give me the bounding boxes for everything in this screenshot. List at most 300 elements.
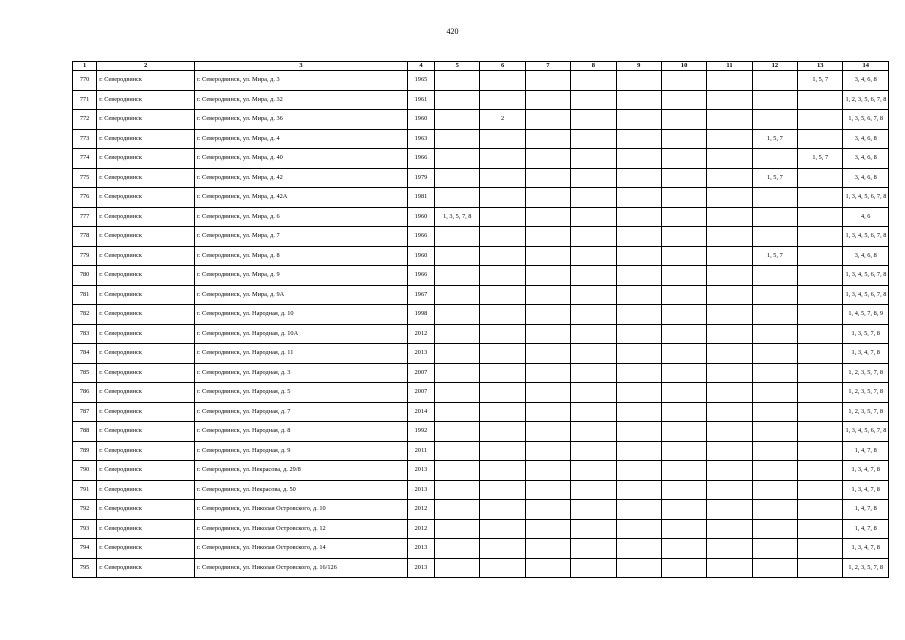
table-row	[73, 285, 889, 305]
table-cell-col-13	[798, 188, 843, 208]
table-cell-col-14: 1, 4, 5, 7, 8, 9	[843, 305, 889, 325]
table-cell-col-3: г. Северодвинск, ул. Мира, д. 42	[195, 168, 408, 188]
page-number: 420	[446, 27, 459, 36]
table-cell-col-12	[752, 539, 797, 559]
table-cell-col-5	[435, 461, 480, 481]
table-cell-col-13	[798, 363, 843, 383]
table-cell-col-10	[661, 422, 706, 442]
table-cell-col-13	[798, 285, 843, 305]
table-cell-col-10	[661, 558, 706, 578]
column-header-11: 11	[707, 62, 752, 71]
table-cell-col-4: 2007	[407, 383, 434, 403]
table-cell-col-2: г. Северодвинск	[97, 71, 195, 91]
table-cell-col-4: 1998	[407, 305, 434, 325]
table-cell-col-5	[435, 519, 480, 539]
table-cell-col-13	[798, 383, 843, 403]
table-cell-col-6	[480, 324, 525, 344]
table-cell-col-9	[616, 168, 661, 188]
table-cell-col-11	[707, 461, 752, 481]
table-cell-col-1: 793	[73, 519, 97, 539]
table-cell-col-2: г. Северодвинск	[97, 324, 195, 344]
table-cell-col-5	[435, 305, 480, 325]
table-cell-col-8	[571, 227, 616, 247]
table-cell-col-13	[798, 90, 843, 110]
table-cell-col-12	[752, 461, 797, 481]
column-header-6: 6	[480, 62, 525, 71]
table-cell-col-3: г. Северодвинск, ул. Мира, д. 32	[195, 90, 408, 110]
table-cell-col-7	[525, 539, 570, 559]
table-cell-col-6	[480, 90, 525, 110]
table-cell-col-9	[616, 363, 661, 383]
table-cell-col-9	[616, 110, 661, 130]
table-cell-col-4: 1967	[407, 285, 434, 305]
table-cell-col-8	[571, 246, 616, 266]
table-cell-col-1: 781	[73, 285, 97, 305]
table-cell-col-11	[707, 480, 752, 500]
table-cell-col-4: 2013	[407, 480, 434, 500]
table-cell-col-12	[752, 558, 797, 578]
table-cell-col-1: 772	[73, 110, 97, 130]
table-cell-col-6	[480, 207, 525, 227]
table-cell-col-12	[752, 71, 797, 91]
table-cell-col-12: 1, 5, 7	[752, 168, 797, 188]
table-cell-col-2: г. Северодвинск	[97, 129, 195, 149]
table-cell-col-14: 1, 3, 4, 7, 8	[843, 344, 889, 364]
table-cell-col-3: г. Северодвинск, ул. Народная, д. 8	[195, 422, 408, 442]
column-header-9: 9	[616, 62, 661, 71]
table-cell-col-2: г. Северодвинск	[97, 305, 195, 325]
table-cell-col-9	[616, 227, 661, 247]
table-cell-col-1: 789	[73, 441, 97, 461]
table-cell-col-8	[571, 344, 616, 364]
table-cell-col-11	[707, 441, 752, 461]
table-cell-col-7	[525, 500, 570, 520]
table-cell-col-14: 3, 4, 6, 8	[843, 149, 889, 169]
table-cell-col-5	[435, 90, 480, 110]
table-cell-col-9	[616, 558, 661, 578]
table-cell-col-11	[707, 168, 752, 188]
table-cell-col-12	[752, 441, 797, 461]
table-cell-col-11	[707, 266, 752, 286]
table-cell-col-9	[616, 324, 661, 344]
table-cell-col-9	[616, 422, 661, 442]
table-cell-col-12: 1, 5, 7	[752, 129, 797, 149]
table-cell-col-13	[798, 266, 843, 286]
table-cell-col-6	[480, 461, 525, 481]
table-cell-col-13	[798, 305, 843, 325]
table-cell-col-13	[798, 519, 843, 539]
table-cell-col-10	[661, 168, 706, 188]
table-cell-col-10	[661, 344, 706, 364]
table-cell-col-7	[525, 168, 570, 188]
table-cell-col-11	[707, 71, 752, 91]
table-cell-col-6: 2	[480, 110, 525, 130]
table-cell-col-1: 785	[73, 363, 97, 383]
table-cell-col-8	[571, 461, 616, 481]
table-cell-col-12	[752, 266, 797, 286]
table-cell-col-1: 786	[73, 383, 97, 403]
table-cell-col-1: 770	[73, 71, 97, 91]
table-cell-col-8	[571, 558, 616, 578]
table-cell-col-4: 2014	[407, 402, 434, 422]
table-cell-col-11	[707, 344, 752, 364]
table-cell-col-5	[435, 383, 480, 403]
table-cell-col-7	[525, 305, 570, 325]
table-cell-col-8	[571, 71, 616, 91]
table-cell-col-4: 2012	[407, 519, 434, 539]
table-cell-col-3: г. Северодвинск, ул. Народная, д. 11	[195, 344, 408, 364]
table-row	[73, 363, 889, 383]
table-cell-col-8	[571, 149, 616, 169]
table-cell-col-5	[435, 266, 480, 286]
table-cell-col-2: г. Северодвинск	[97, 539, 195, 559]
table-cell-col-8	[571, 129, 616, 149]
table-cell-col-4: 1960	[407, 246, 434, 266]
table-cell-col-13	[798, 441, 843, 461]
table-cell-col-10	[661, 480, 706, 500]
table-cell-col-1: 775	[73, 168, 97, 188]
table-cell-col-7	[525, 266, 570, 286]
table-cell-col-5	[435, 71, 480, 91]
table-cell-col-9	[616, 285, 661, 305]
table-cell-col-8	[571, 519, 616, 539]
table-cell-col-12	[752, 90, 797, 110]
column-header-13: 13	[798, 62, 843, 71]
table-cell-col-13	[798, 246, 843, 266]
table-cell-col-13: 1, 5, 7	[798, 71, 843, 91]
column-header-8: 8	[571, 62, 616, 71]
table-cell-col-5	[435, 441, 480, 461]
table-cell-col-14: 1, 3, 4, 7, 8	[843, 539, 889, 559]
table-cell-col-1: 780	[73, 266, 97, 286]
table-cell-col-13	[798, 324, 843, 344]
table-cell-col-2: г. Северодвинск	[97, 383, 195, 403]
table-row	[73, 207, 889, 227]
table-row	[73, 500, 889, 520]
table-cell-col-7	[525, 71, 570, 91]
table-row	[73, 558, 889, 578]
table-cell-col-13	[798, 480, 843, 500]
table-cell-col-4: 2013	[407, 344, 434, 364]
table-cell-col-2: г. Северодвинск	[97, 207, 195, 227]
table-cell-col-2: г. Северодвинск	[97, 500, 195, 520]
table-row	[73, 129, 889, 149]
table-cell-col-1: 778	[73, 227, 97, 247]
table-cell-col-9	[616, 305, 661, 325]
table-cell-col-5	[435, 246, 480, 266]
table-cell-col-14: 1, 2, 3, 5, 7, 8	[843, 402, 889, 422]
column-header-3: 3	[195, 62, 408, 71]
table-cell-col-9	[616, 383, 661, 403]
table-cell-col-1: 776	[73, 188, 97, 208]
table-cell-col-6	[480, 402, 525, 422]
table-cell-col-7	[525, 246, 570, 266]
table-cell-col-8	[571, 422, 616, 442]
table-cell-col-12	[752, 305, 797, 325]
table-cell-col-3: г. Северодвинск, ул. Николая Островского, д. 16/126	[195, 558, 408, 578]
table-cell-col-9	[616, 149, 661, 169]
column-header-14: 14	[843, 62, 889, 71]
table-cell-col-6	[480, 558, 525, 578]
table-cell-col-2: г. Северодвинск	[97, 519, 195, 539]
table-cell-col-10	[661, 129, 706, 149]
table-cell-col-14: 1, 2, 3, 5, 7, 8	[843, 363, 889, 383]
table-cell-col-12	[752, 227, 797, 247]
column-header-12: 12	[752, 62, 797, 71]
table-cell-col-10	[661, 266, 706, 286]
table-cell-col-5	[435, 558, 480, 578]
table-cell-col-7	[525, 422, 570, 442]
table-cell-col-5	[435, 422, 480, 442]
table-cell-col-9	[616, 402, 661, 422]
table-cell-col-10	[661, 90, 706, 110]
table-cell-col-1: 787	[73, 402, 97, 422]
table-cell-col-3: г. Северодвинск, ул. Народная, д. 7	[195, 402, 408, 422]
table-cell-col-11	[707, 129, 752, 149]
table-cell-col-7	[525, 558, 570, 578]
table-cell-col-12	[752, 207, 797, 227]
column-header-2: 2	[97, 62, 195, 71]
table-row	[73, 402, 889, 422]
table-cell-col-12	[752, 500, 797, 520]
table-cell-col-4: 2012	[407, 500, 434, 520]
table-cell-col-8	[571, 207, 616, 227]
table-cell-col-2: г. Северодвинск	[97, 285, 195, 305]
table-row	[73, 71, 889, 91]
table-cell-col-7	[525, 324, 570, 344]
table-cell-col-2: г. Северодвинск	[97, 227, 195, 247]
table-cell-col-7	[525, 363, 570, 383]
table-cell-col-8	[571, 383, 616, 403]
table-cell-col-14: 3, 4, 6, 8	[843, 129, 889, 149]
table-cell-col-13	[798, 227, 843, 247]
table-cell-col-5	[435, 324, 480, 344]
table-cell-col-7	[525, 285, 570, 305]
table-cell-col-11	[707, 285, 752, 305]
table-cell-col-8	[571, 500, 616, 520]
table-cell-col-7	[525, 461, 570, 481]
table-cell-col-2: г. Северодвинск	[97, 266, 195, 286]
table-cell-col-12	[752, 422, 797, 442]
table-cell-col-2: г. Северодвинск	[97, 558, 195, 578]
table-cell-col-9	[616, 441, 661, 461]
table-cell-col-8	[571, 110, 616, 130]
table-cell-col-14: 1, 4, 7, 8	[843, 500, 889, 520]
table-cell-col-13	[798, 344, 843, 364]
table-cell-col-14: 1, 4, 7, 8	[843, 519, 889, 539]
table-cell-col-8	[571, 363, 616, 383]
column-header-10: 10	[661, 62, 706, 71]
table-cell-col-3: г. Северодвинск, ул. Николая Островского, д. 14	[195, 539, 408, 559]
table-row	[73, 266, 889, 286]
table-cell-col-4: 2013	[407, 461, 434, 481]
table-cell-col-3: г. Северодвинск, ул. Николая Островского, д. 12	[195, 519, 408, 539]
table-cell-col-6	[480, 480, 525, 500]
table-cell-col-11	[707, 558, 752, 578]
table-cell-col-13	[798, 129, 843, 149]
table-row	[73, 110, 889, 130]
table-cell-col-2: г. Северодвинск	[97, 149, 195, 169]
table-cell-col-8	[571, 188, 616, 208]
table-cell-col-9	[616, 461, 661, 481]
table-cell-col-10	[661, 71, 706, 91]
header-row	[73, 62, 889, 71]
table-cell-col-5	[435, 402, 480, 422]
table-cell-col-14: 4, 6	[843, 207, 889, 227]
table-cell-col-9	[616, 480, 661, 500]
table-cell-col-14: 1, 2, 3, 5, 6, 7, 8	[843, 90, 889, 110]
table-cell-col-10	[661, 324, 706, 344]
table-cell-col-5	[435, 285, 480, 305]
table-row	[73, 422, 889, 442]
table-cell-col-6	[480, 383, 525, 403]
table-cell-col-7	[525, 188, 570, 208]
table-cell-col-1: 774	[73, 149, 97, 169]
table-cell-col-11	[707, 539, 752, 559]
table-cell-col-1: 788	[73, 422, 97, 442]
table-cell-col-1: 779	[73, 246, 97, 266]
table-cell-col-14: 1, 3, 4, 5, 6, 7, 8	[843, 285, 889, 305]
table-cell-col-14: 1, 4, 7, 8	[843, 441, 889, 461]
table-cell-col-13	[798, 500, 843, 520]
table-cell-col-12: 1, 5, 7	[752, 246, 797, 266]
table-cell-col-3: г. Северодвинск, ул. Народная, д. 10	[195, 305, 408, 325]
table-cell-col-6	[480, 71, 525, 91]
table-cell-col-14: 1, 2, 3, 5, 7, 8	[843, 558, 889, 578]
table-row	[73, 90, 889, 110]
table-cell-col-13	[798, 558, 843, 578]
table-cell-col-10	[661, 305, 706, 325]
table-cell-col-2: г. Северодвинск	[97, 344, 195, 364]
table-cell-col-1: 790	[73, 461, 97, 481]
table-cell-col-10	[661, 539, 706, 559]
table-cell-col-4: 1960	[407, 110, 434, 130]
table-cell-col-14: 1, 3, 4, 5, 6, 7, 8	[843, 188, 889, 208]
column-header-4: 4	[407, 62, 434, 71]
table-cell-col-2: г. Северодвинск	[97, 90, 195, 110]
table-cell-col-3: г. Северодвинск, ул. Николая Островского, д. 10	[195, 500, 408, 520]
table-cell-col-5	[435, 110, 480, 130]
table-cell-col-3: г. Северодвинск, ул. Мира, д. 7	[195, 227, 408, 247]
table-cell-col-1: 783	[73, 324, 97, 344]
table-cell-col-4: 1992	[407, 422, 434, 442]
table-cell-col-2: г. Северодвинск	[97, 168, 195, 188]
table-cell-col-1: 792	[73, 500, 97, 520]
table-cell-col-11	[707, 363, 752, 383]
table-cell-col-14: 1, 2, 3, 5, 7, 8	[843, 383, 889, 403]
table-cell-col-4: 2013	[407, 539, 434, 559]
table-cell-col-3: г. Северодвинск, ул. Некрасова, д. 50	[195, 480, 408, 500]
table-cell-col-6	[480, 168, 525, 188]
table-cell-col-11	[707, 519, 752, 539]
table-cell-col-13	[798, 207, 843, 227]
table-cell-col-8	[571, 168, 616, 188]
column-header-5: 5	[435, 62, 480, 71]
column-header-1: 1	[73, 62, 97, 71]
table-cell-col-6	[480, 129, 525, 149]
table-cell-col-8	[571, 480, 616, 500]
table-cell-col-11	[707, 402, 752, 422]
table-cell-col-5	[435, 188, 480, 208]
table-cell-col-13	[798, 402, 843, 422]
table-cell-col-11	[707, 110, 752, 130]
table-cell-col-14: 1, 3, 4, 5, 6, 7, 8	[843, 422, 889, 442]
table-body	[73, 71, 889, 578]
table-cell-col-11	[707, 227, 752, 247]
table-cell-col-1: 771	[73, 90, 97, 110]
table-cell-col-8	[571, 324, 616, 344]
table-cell-col-7	[525, 149, 570, 169]
table-cell-col-10	[661, 246, 706, 266]
table-cell-col-11	[707, 90, 752, 110]
table-cell-col-1: 794	[73, 539, 97, 559]
table-row	[73, 246, 889, 266]
table-cell-col-3: г. Северодвинск, ул. Некрасова, д. 29/8	[195, 461, 408, 481]
table-cell-col-6	[480, 227, 525, 247]
table-cell-col-9	[616, 519, 661, 539]
table-cell-col-8	[571, 305, 616, 325]
table-cell-col-1: 773	[73, 129, 97, 149]
table-cell-col-4: 1966	[407, 149, 434, 169]
table-cell-col-6	[480, 188, 525, 208]
table-cell-col-6	[480, 285, 525, 305]
table-row	[73, 188, 889, 208]
table-cell-col-4: 1966	[407, 266, 434, 286]
table-cell-col-7	[525, 227, 570, 247]
table-cell-col-3: г. Северодвинск, ул. Мира, д. 40	[195, 149, 408, 169]
table-cell-col-6	[480, 500, 525, 520]
table-cell-col-3: г. Северодвинск, ул. Народная, д. 5	[195, 383, 408, 403]
table-cell-col-14: 1, 3, 4, 5, 6, 7, 8	[843, 227, 889, 247]
table-row	[73, 539, 889, 559]
table-cell-col-4: 1981	[407, 188, 434, 208]
table-cell-col-8	[571, 539, 616, 559]
table-cell-col-14: 3, 4, 6, 8	[843, 71, 889, 91]
table-row	[73, 168, 889, 188]
table-cell-col-14: 3, 4, 6, 8	[843, 246, 889, 266]
table-cell-col-1: 777	[73, 207, 97, 227]
table-cell-col-7	[525, 480, 570, 500]
table-cell-col-4: 1965	[407, 71, 434, 91]
table-cell-col-6	[480, 305, 525, 325]
table-cell-col-7	[525, 402, 570, 422]
table-cell-col-6	[480, 266, 525, 286]
table-cell-col-13	[798, 168, 843, 188]
table-cell-col-5	[435, 539, 480, 559]
table-cell-col-5	[435, 129, 480, 149]
table-cell-col-11	[707, 383, 752, 403]
table-cell-col-11	[707, 422, 752, 442]
table-cell-col-10	[661, 441, 706, 461]
table-cell-col-12	[752, 344, 797, 364]
table-cell-col-3: г. Северодвинск, ул. Народная, д. 10А	[195, 324, 408, 344]
table-cell-col-4: 1979	[407, 168, 434, 188]
table-cell-col-3: г. Северодвинск, ул. Мира, д. 8	[195, 246, 408, 266]
table-cell-col-12	[752, 480, 797, 500]
table-row	[73, 480, 889, 500]
table-cell-col-10	[661, 285, 706, 305]
table-cell-col-2: г. Северодвинск	[97, 246, 195, 266]
table-cell-col-10	[661, 188, 706, 208]
table-cell-col-3: г. Северодвинск, ул. Мира, д. 9	[195, 266, 408, 286]
table-cell-col-8	[571, 402, 616, 422]
table-cell-col-3: г. Северодвинск, ул. Мира, д. 9А	[195, 285, 408, 305]
table-cell-col-13	[798, 461, 843, 481]
table-cell-col-13: 1, 5, 7	[798, 149, 843, 169]
table-cell-col-6	[480, 539, 525, 559]
registry-table	[72, 61, 889, 578]
table-cell-col-7	[525, 344, 570, 364]
